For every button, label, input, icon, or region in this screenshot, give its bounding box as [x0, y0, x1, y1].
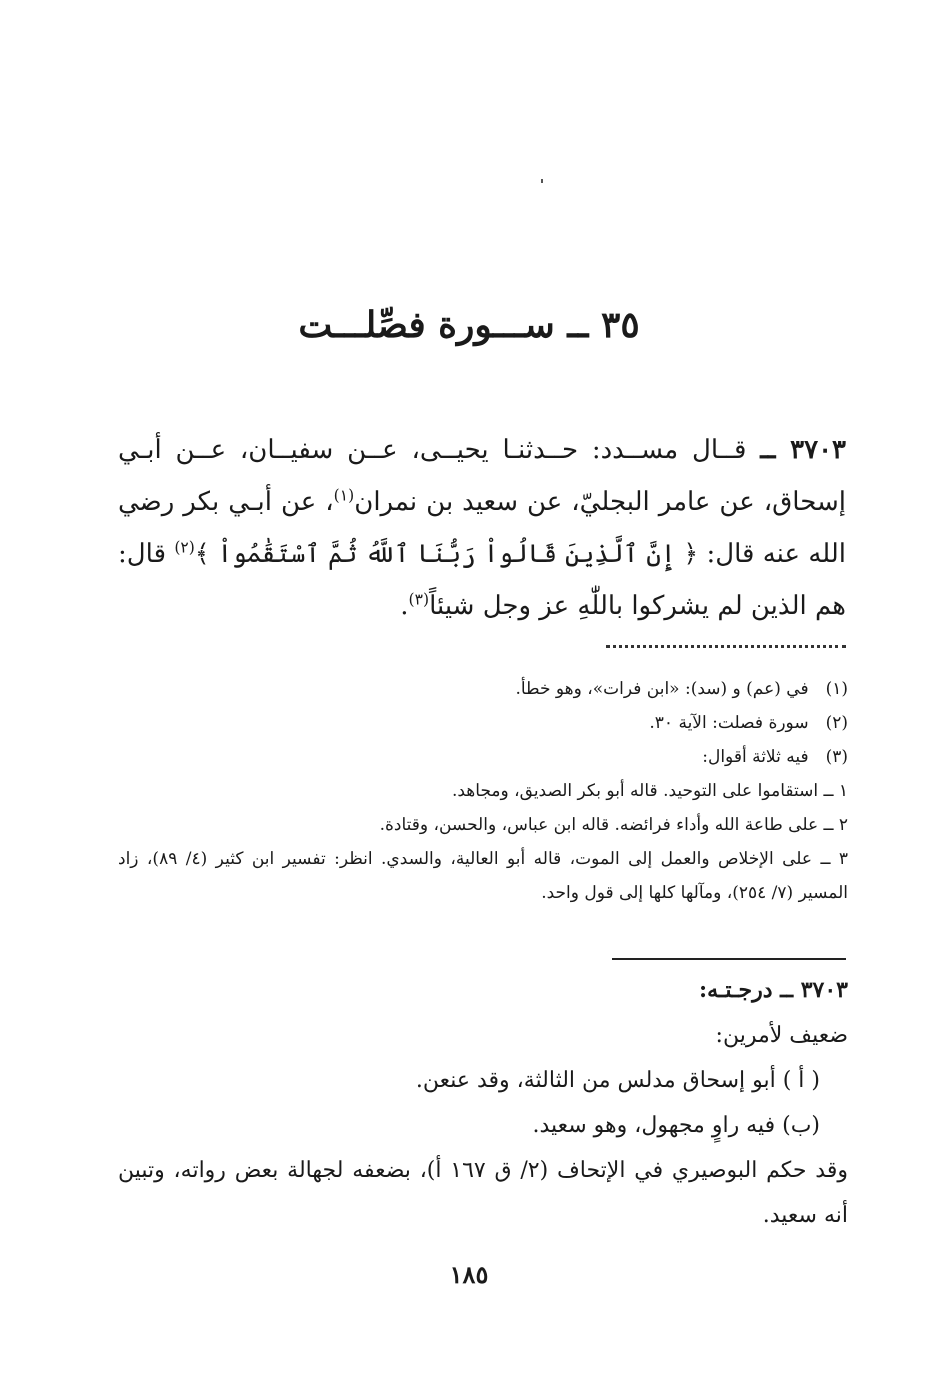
hadith-text-part-1: قــال مســدد: حــدثنـا يحيــى، عــن سفيــان، عــن أبـي إسحاق، عن عامر البجليّ، عن سعيد بن نمران: [118, 435, 846, 517]
hadith-text-end: .: [400, 591, 409, 621]
grade-intro: ضعيف لأمرين:: [715, 1023, 848, 1048]
surah-title: ٣٥ ــ ســـورة فصِّلـــت: [298, 304, 640, 346]
grade-conclusion: وقد حكم البوصيري في الإتحاف (٢/ ق ١٦٧ أ)، بضعفه لجهالة بعض رواته، وتبين أنه سعيد.: [118, 1158, 848, 1228]
footnote-item: [118, 706, 848, 740]
footnote-ref-2[interactable]: (٢): [174, 538, 195, 557]
footnote-subitem: ٣ ــ على الإخلاص والعمل إلى الموت، قاله أبو العالية، والسدي. انظر: تفسير ابن كثير (٤/ ٨٩)، زاد المسير (٧/ ٢٥٤)، ومآلها كلها إلى قول واحد.: [118, 849, 848, 903]
footnote-item: [118, 740, 848, 910]
grade-reason: (ب) فيه راوٍ مجهول، وهو سعيد.: [532, 1113, 820, 1138]
footnote-ref-3[interactable]: (٣): [408, 590, 430, 609]
hadith-text: [118, 424, 846, 632]
grade-separator-rule: [612, 958, 846, 960]
footnote-ref-1[interactable]: (١): [333, 486, 355, 505]
hadith-text-part-2: ، عن أبـي بكر رضي الله عنه قال:: [118, 487, 847, 569]
footnote-text: سورة فصلت: الآية ٣٠.: [649, 713, 809, 733]
page-number: ١٨٥: [449, 1260, 489, 1289]
footnote-item: [118, 672, 848, 706]
quran-verse: ﴿ إِنَّ ٱلَّذِينَ قَالُواْ رَبُّنَا ٱللَّهُ ثُمَّ ٱسْتَقَٰمُواْ ﴾: [194, 539, 699, 568]
footnotes-list: [118, 672, 848, 910]
hadith-grade-section: [118, 968, 848, 1238]
footnote-subitem: ٢ ــ على طاعة الله وأداء فرائضه. قاله ابن عباس، والحسن، وقتادة.: [379, 815, 848, 835]
hadith-number: ٣٧٠٣ ــ: [760, 435, 846, 465]
footnote-text: في (عم) و (سد): «ابن فرات»، وهو خطأ.: [515, 679, 809, 699]
footnote-number: (٣): [825, 747, 848, 767]
footnote-number: (١): [825, 679, 848, 699]
footnote-separator: [606, 645, 846, 648]
hadith-text-part-3: قال: هم الذين لم يشركوا باللّٰهِ عز وجل شيئاً: [118, 539, 846, 621]
grade-heading: ٣٧٠٣ ــ درجـتـه:: [699, 977, 848, 1003]
print-speck: [541, 179, 543, 183]
footnote-number: (٢): [825, 713, 848, 733]
footnote-subitem: ١ ــ استقاموا على التوحيد. قاله أبو بكر الصديق، ومجاهد.: [451, 781, 848, 801]
footnote-text: فيه ثلاثة أقوال:: [702, 747, 809, 767]
grade-reason: ( أ ) أبو إسحاق مدلس من الثالثة، وقد عنعن.: [415, 1068, 820, 1093]
footnote-sublist: [118, 774, 848, 910]
